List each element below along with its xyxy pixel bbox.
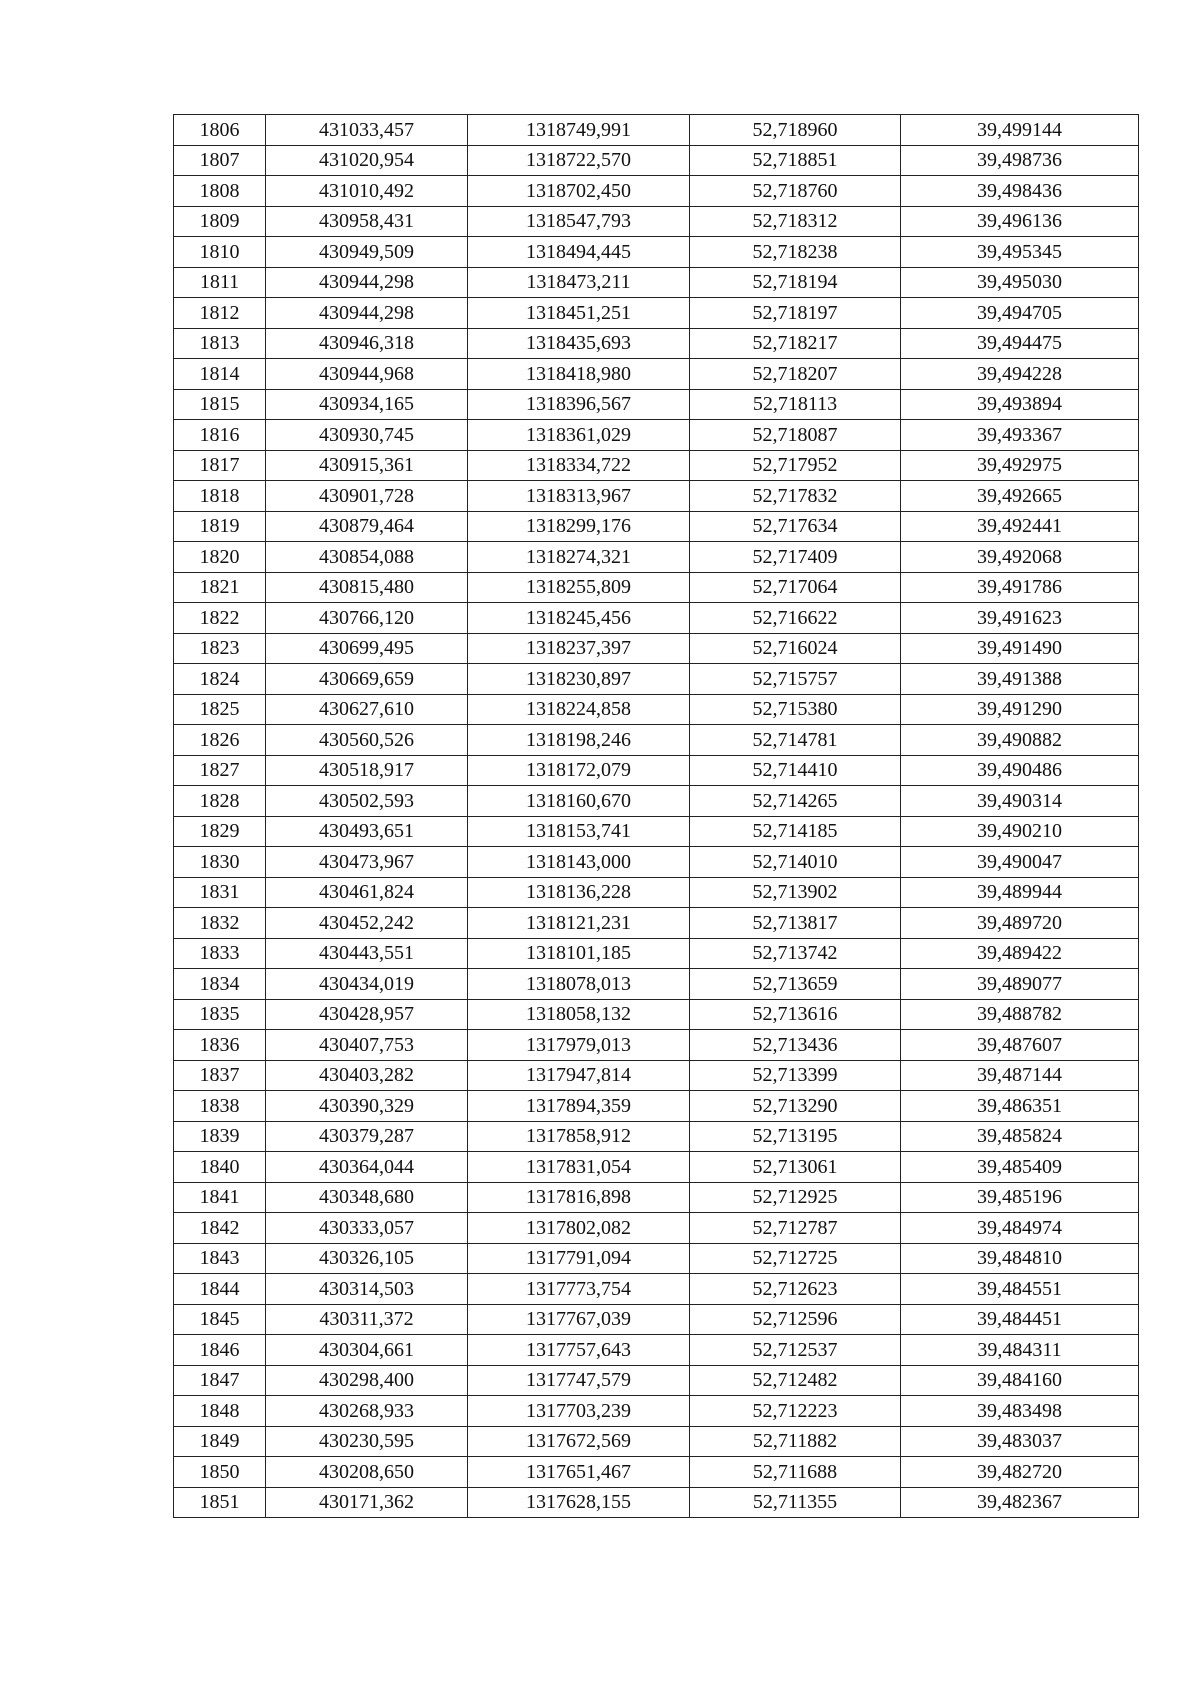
table-row xyxy=(174,664,1139,695)
latitude-cell: 52,718851 xyxy=(690,145,901,176)
x-coordinate-cell: 430348,680 xyxy=(266,1182,468,1213)
latitude-cell: 52,715757 xyxy=(690,664,901,695)
y-coordinate-cell: 1318078,013 xyxy=(468,969,690,1000)
latitude-cell: 52,714265 xyxy=(690,786,901,817)
x-coordinate-cell: 430461,824 xyxy=(266,877,468,908)
x-coordinate-cell: 430364,044 xyxy=(266,1152,468,1183)
longitude-cell: 39,484311 xyxy=(901,1335,1139,1366)
longitude-cell: 39,490314 xyxy=(901,786,1139,817)
y-coordinate-cell: 1318245,456 xyxy=(468,603,690,634)
table-row xyxy=(174,816,1139,847)
latitude-cell: 52,716024 xyxy=(690,633,901,664)
latitude-cell: 52,711882 xyxy=(690,1426,901,1457)
y-coordinate-cell: 1318722,570 xyxy=(468,145,690,176)
table-row xyxy=(174,389,1139,420)
longitude-cell: 39,494475 xyxy=(901,328,1139,359)
latitude-cell: 52,713902 xyxy=(690,877,901,908)
point-number-cell: 1837 xyxy=(174,1060,266,1091)
point-number-cell: 1810 xyxy=(174,237,266,268)
y-coordinate-cell: 1318299,176 xyxy=(468,511,690,542)
longitude-cell: 39,498736 xyxy=(901,145,1139,176)
point-number-cell: 1820 xyxy=(174,542,266,573)
longitude-cell: 39,485409 xyxy=(901,1152,1139,1183)
x-coordinate-cell: 430669,659 xyxy=(266,664,468,695)
x-coordinate-cell: 430944,298 xyxy=(266,298,468,329)
x-coordinate-cell: 430944,968 xyxy=(266,359,468,390)
point-number-cell: 1834 xyxy=(174,969,266,1000)
point-number-cell: 1816 xyxy=(174,420,266,451)
point-number-cell: 1818 xyxy=(174,481,266,512)
longitude-cell: 39,491490 xyxy=(901,633,1139,664)
point-number-cell: 1842 xyxy=(174,1213,266,1244)
x-coordinate-cell: 430314,503 xyxy=(266,1274,468,1305)
x-coordinate-cell: 430379,287 xyxy=(266,1121,468,1152)
table-row xyxy=(174,328,1139,359)
point-number-cell: 1815 xyxy=(174,389,266,420)
table-row xyxy=(174,725,1139,756)
latitude-cell: 52,718087 xyxy=(690,420,901,451)
x-coordinate-cell: 430915,361 xyxy=(266,450,468,481)
point-number-cell: 1840 xyxy=(174,1152,266,1183)
point-number-cell: 1812 xyxy=(174,298,266,329)
table-row xyxy=(174,511,1139,542)
table-row xyxy=(174,115,1139,146)
x-coordinate-cell: 430304,661 xyxy=(266,1335,468,1366)
table-row xyxy=(174,938,1139,969)
longitude-cell: 39,485824 xyxy=(901,1121,1139,1152)
latitude-cell: 52,718760 xyxy=(690,176,901,207)
x-coordinate-cell: 430944,298 xyxy=(266,267,468,298)
x-coordinate-cell: 431020,954 xyxy=(266,145,468,176)
latitude-cell: 52,717832 xyxy=(690,481,901,512)
table-row xyxy=(174,237,1139,268)
x-coordinate-cell: 430298,400 xyxy=(266,1365,468,1396)
y-coordinate-cell: 1317947,814 xyxy=(468,1060,690,1091)
latitude-cell: 52,714185 xyxy=(690,816,901,847)
point-number-cell: 1808 xyxy=(174,176,266,207)
longitude-cell: 39,499144 xyxy=(901,115,1139,146)
coordinates-table xyxy=(173,114,1139,1518)
longitude-cell: 39,494705 xyxy=(901,298,1139,329)
point-number-cell: 1829 xyxy=(174,816,266,847)
longitude-cell: 39,494228 xyxy=(901,359,1139,390)
y-coordinate-cell: 1317672,569 xyxy=(468,1426,690,1457)
y-coordinate-cell: 1317757,643 xyxy=(468,1335,690,1366)
x-coordinate-cell: 431033,457 xyxy=(266,115,468,146)
table-row xyxy=(174,206,1139,237)
x-coordinate-cell: 430901,728 xyxy=(266,481,468,512)
y-coordinate-cell: 1318121,231 xyxy=(468,908,690,939)
x-coordinate-cell: 430949,509 xyxy=(266,237,468,268)
longitude-cell: 39,495345 xyxy=(901,237,1139,268)
longitude-cell: 39,484451 xyxy=(901,1304,1139,1335)
table-row xyxy=(174,1121,1139,1152)
y-coordinate-cell: 1318494,445 xyxy=(468,237,690,268)
longitude-cell: 39,491388 xyxy=(901,664,1139,695)
x-coordinate-cell: 430627,610 xyxy=(266,694,468,725)
y-coordinate-cell: 1318702,450 xyxy=(468,176,690,207)
point-number-cell: 1838 xyxy=(174,1091,266,1122)
latitude-cell: 52,712223 xyxy=(690,1396,901,1427)
table-row xyxy=(174,633,1139,664)
table-row xyxy=(174,1396,1139,1427)
latitude-cell: 52,712725 xyxy=(690,1243,901,1274)
latitude-cell: 52,712537 xyxy=(690,1335,901,1366)
point-number-cell: 1823 xyxy=(174,633,266,664)
point-number-cell: 1847 xyxy=(174,1365,266,1396)
point-number-cell: 1843 xyxy=(174,1243,266,1274)
x-coordinate-cell: 430208,650 xyxy=(266,1457,468,1488)
x-coordinate-cell: 430390,329 xyxy=(266,1091,468,1122)
table-row xyxy=(174,1213,1139,1244)
longitude-cell: 39,492975 xyxy=(901,450,1139,481)
latitude-cell: 52,713742 xyxy=(690,938,901,969)
longitude-cell: 39,487607 xyxy=(901,1030,1139,1061)
longitude-cell: 39,492441 xyxy=(901,511,1139,542)
longitude-cell: 39,490047 xyxy=(901,847,1139,878)
table-row xyxy=(174,145,1139,176)
longitude-cell: 39,491623 xyxy=(901,603,1139,634)
table-row xyxy=(174,1487,1139,1518)
longitude-cell: 39,498436 xyxy=(901,176,1139,207)
y-coordinate-cell: 1318224,858 xyxy=(468,694,690,725)
y-coordinate-cell: 1318237,397 xyxy=(468,633,690,664)
x-coordinate-cell: 430171,362 xyxy=(266,1487,468,1518)
x-coordinate-cell: 430766,120 xyxy=(266,603,468,634)
y-coordinate-cell: 1317894,359 xyxy=(468,1091,690,1122)
latitude-cell: 52,711355 xyxy=(690,1487,901,1518)
table-row xyxy=(174,603,1139,634)
latitude-cell: 52,711688 xyxy=(690,1457,901,1488)
longitude-cell: 39,484551 xyxy=(901,1274,1139,1305)
y-coordinate-cell: 1318274,321 xyxy=(468,542,690,573)
latitude-cell: 52,713616 xyxy=(690,999,901,1030)
x-coordinate-cell: 430407,753 xyxy=(266,1030,468,1061)
table-row xyxy=(174,420,1139,451)
point-number-cell: 1841 xyxy=(174,1182,266,1213)
x-coordinate-cell: 430934,165 xyxy=(266,389,468,420)
latitude-cell: 52,713817 xyxy=(690,908,901,939)
longitude-cell: 39,484810 xyxy=(901,1243,1139,1274)
y-coordinate-cell: 1318334,722 xyxy=(468,450,690,481)
longitude-cell: 39,489422 xyxy=(901,938,1139,969)
y-coordinate-cell: 1318143,000 xyxy=(468,847,690,878)
table-row xyxy=(174,1152,1139,1183)
longitude-cell: 39,492665 xyxy=(901,481,1139,512)
x-coordinate-cell: 430518,917 xyxy=(266,755,468,786)
y-coordinate-cell: 1318172,079 xyxy=(468,755,690,786)
latitude-cell: 52,718207 xyxy=(690,359,901,390)
y-coordinate-cell: 1317831,054 xyxy=(468,1152,690,1183)
table-row xyxy=(174,1182,1139,1213)
point-number-cell: 1828 xyxy=(174,786,266,817)
latitude-cell: 52,718113 xyxy=(690,389,901,420)
y-coordinate-cell: 1318101,185 xyxy=(468,938,690,969)
longitude-cell: 39,484974 xyxy=(901,1213,1139,1244)
x-coordinate-cell: 430502,593 xyxy=(266,786,468,817)
table-row xyxy=(174,481,1139,512)
point-number-cell: 1848 xyxy=(174,1396,266,1427)
y-coordinate-cell: 1318255,809 xyxy=(468,572,690,603)
point-number-cell: 1809 xyxy=(174,206,266,237)
latitude-cell: 52,717952 xyxy=(690,450,901,481)
x-coordinate-cell: 430946,318 xyxy=(266,328,468,359)
x-coordinate-cell: 430452,242 xyxy=(266,908,468,939)
latitude-cell: 52,718312 xyxy=(690,206,901,237)
table-row xyxy=(174,359,1139,390)
point-number-cell: 1822 xyxy=(174,603,266,634)
point-number-cell: 1850 xyxy=(174,1457,266,1488)
point-number-cell: 1819 xyxy=(174,511,266,542)
point-number-cell: 1836 xyxy=(174,1030,266,1061)
x-coordinate-cell: 430230,595 xyxy=(266,1426,468,1457)
longitude-cell: 39,489944 xyxy=(901,877,1139,908)
table-row xyxy=(174,1243,1139,1274)
point-number-cell: 1817 xyxy=(174,450,266,481)
point-number-cell: 1821 xyxy=(174,572,266,603)
longitude-cell: 39,482367 xyxy=(901,1487,1139,1518)
table-row xyxy=(174,999,1139,1030)
x-coordinate-cell: 430930,745 xyxy=(266,420,468,451)
latitude-cell: 52,712596 xyxy=(690,1304,901,1335)
y-coordinate-cell: 1317767,039 xyxy=(468,1304,690,1335)
table-row xyxy=(174,1030,1139,1061)
y-coordinate-cell: 1318058,132 xyxy=(468,999,690,1030)
latitude-cell: 52,718960 xyxy=(690,115,901,146)
longitude-cell: 39,485196 xyxy=(901,1182,1139,1213)
y-coordinate-cell: 1318547,793 xyxy=(468,206,690,237)
point-number-cell: 1824 xyxy=(174,664,266,695)
x-coordinate-cell: 430854,088 xyxy=(266,542,468,573)
y-coordinate-cell: 1317628,155 xyxy=(468,1487,690,1518)
point-number-cell: 1835 xyxy=(174,999,266,1030)
latitude-cell: 52,713659 xyxy=(690,969,901,1000)
table-row xyxy=(174,1335,1139,1366)
longitude-cell: 39,491290 xyxy=(901,694,1139,725)
x-coordinate-cell: 430311,372 xyxy=(266,1304,468,1335)
coordinates-table-body xyxy=(174,115,1139,1518)
point-number-cell: 1814 xyxy=(174,359,266,390)
table-row xyxy=(174,1304,1139,1335)
table-row xyxy=(174,908,1139,939)
table-row xyxy=(174,1426,1139,1457)
table-row xyxy=(174,1060,1139,1091)
x-coordinate-cell: 430428,957 xyxy=(266,999,468,1030)
latitude-cell: 52,718194 xyxy=(690,267,901,298)
x-coordinate-cell: 430560,526 xyxy=(266,725,468,756)
table-row xyxy=(174,786,1139,817)
y-coordinate-cell: 1318153,741 xyxy=(468,816,690,847)
latitude-cell: 52,718217 xyxy=(690,328,901,359)
x-coordinate-cell: 430958,431 xyxy=(266,206,468,237)
longitude-cell: 39,483498 xyxy=(901,1396,1139,1427)
y-coordinate-cell: 1318451,251 xyxy=(468,298,690,329)
point-number-cell: 1845 xyxy=(174,1304,266,1335)
point-number-cell: 1830 xyxy=(174,847,266,878)
y-coordinate-cell: 1317979,013 xyxy=(468,1030,690,1061)
latitude-cell: 52,717409 xyxy=(690,542,901,573)
table-row xyxy=(174,755,1139,786)
y-coordinate-cell: 1317858,912 xyxy=(468,1121,690,1152)
table-row xyxy=(174,542,1139,573)
longitude-cell: 39,493367 xyxy=(901,420,1139,451)
longitude-cell: 39,496136 xyxy=(901,206,1139,237)
longitude-cell: 39,482720 xyxy=(901,1457,1139,1488)
longitude-cell: 39,490210 xyxy=(901,816,1139,847)
point-number-cell: 1849 xyxy=(174,1426,266,1457)
table-row xyxy=(174,267,1139,298)
latitude-cell: 52,713195 xyxy=(690,1121,901,1152)
table-row xyxy=(174,877,1139,908)
table-row xyxy=(174,1365,1139,1396)
table-row xyxy=(174,694,1139,725)
point-number-cell: 1833 xyxy=(174,938,266,969)
latitude-cell: 52,717064 xyxy=(690,572,901,603)
latitude-cell: 52,713290 xyxy=(690,1091,901,1122)
point-number-cell: 1832 xyxy=(174,908,266,939)
latitude-cell: 52,714010 xyxy=(690,847,901,878)
y-coordinate-cell: 1318313,967 xyxy=(468,481,690,512)
point-number-cell: 1806 xyxy=(174,115,266,146)
longitude-cell: 39,495030 xyxy=(901,267,1139,298)
x-coordinate-cell: 430434,019 xyxy=(266,969,468,1000)
y-coordinate-cell: 1318396,567 xyxy=(468,389,690,420)
y-coordinate-cell: 1317816,898 xyxy=(468,1182,690,1213)
latitude-cell: 52,712787 xyxy=(690,1213,901,1244)
y-coordinate-cell: 1318136,228 xyxy=(468,877,690,908)
y-coordinate-cell: 1317773,754 xyxy=(468,1274,690,1305)
longitude-cell: 39,488782 xyxy=(901,999,1139,1030)
latitude-cell: 52,713436 xyxy=(690,1030,901,1061)
y-coordinate-cell: 1318230,897 xyxy=(468,664,690,695)
x-coordinate-cell: 430473,967 xyxy=(266,847,468,878)
longitude-cell: 39,493894 xyxy=(901,389,1139,420)
point-number-cell: 1831 xyxy=(174,877,266,908)
point-number-cell: 1811 xyxy=(174,267,266,298)
x-coordinate-cell: 430699,495 xyxy=(266,633,468,664)
latitude-cell: 52,718197 xyxy=(690,298,901,329)
x-coordinate-cell: 430326,105 xyxy=(266,1243,468,1274)
y-coordinate-cell: 1318435,693 xyxy=(468,328,690,359)
y-coordinate-cell: 1317651,467 xyxy=(468,1457,690,1488)
table-row xyxy=(174,969,1139,1000)
point-number-cell: 1807 xyxy=(174,145,266,176)
longitude-cell: 39,489720 xyxy=(901,908,1139,939)
x-coordinate-cell: 430268,933 xyxy=(266,1396,468,1427)
longitude-cell: 39,490486 xyxy=(901,755,1139,786)
point-number-cell: 1844 xyxy=(174,1274,266,1305)
longitude-cell: 39,484160 xyxy=(901,1365,1139,1396)
latitude-cell: 52,715380 xyxy=(690,694,901,725)
latitude-cell: 52,712925 xyxy=(690,1182,901,1213)
x-coordinate-cell: 430879,464 xyxy=(266,511,468,542)
point-number-cell: 1839 xyxy=(174,1121,266,1152)
y-coordinate-cell: 1317747,579 xyxy=(468,1365,690,1396)
y-coordinate-cell: 1318160,670 xyxy=(468,786,690,817)
y-coordinate-cell: 1318418,980 xyxy=(468,359,690,390)
latitude-cell: 52,718238 xyxy=(690,237,901,268)
longitude-cell: 39,490882 xyxy=(901,725,1139,756)
x-coordinate-cell: 430815,480 xyxy=(266,572,468,603)
y-coordinate-cell: 1318361,029 xyxy=(468,420,690,451)
longitude-cell: 39,492068 xyxy=(901,542,1139,573)
latitude-cell: 52,714781 xyxy=(690,725,901,756)
x-coordinate-cell: 430493,651 xyxy=(266,816,468,847)
point-number-cell: 1826 xyxy=(174,725,266,756)
x-coordinate-cell: 430443,551 xyxy=(266,938,468,969)
longitude-cell: 39,487144 xyxy=(901,1060,1139,1091)
longitude-cell: 39,489077 xyxy=(901,969,1139,1000)
y-coordinate-cell: 1318198,246 xyxy=(468,725,690,756)
table-row xyxy=(174,1091,1139,1122)
table-row xyxy=(174,450,1139,481)
table-row xyxy=(174,176,1139,207)
longitude-cell: 39,491786 xyxy=(901,572,1139,603)
latitude-cell: 52,714410 xyxy=(690,755,901,786)
y-coordinate-cell: 1317802,082 xyxy=(468,1213,690,1244)
point-number-cell: 1846 xyxy=(174,1335,266,1366)
latitude-cell: 52,713061 xyxy=(690,1152,901,1183)
longitude-cell: 39,486351 xyxy=(901,1091,1139,1122)
latitude-cell: 52,717634 xyxy=(690,511,901,542)
table-row xyxy=(174,1457,1139,1488)
y-coordinate-cell: 1317791,094 xyxy=(468,1243,690,1274)
y-coordinate-cell: 1318473,211 xyxy=(468,267,690,298)
point-number-cell: 1825 xyxy=(174,694,266,725)
latitude-cell: 52,716622 xyxy=(690,603,901,634)
x-coordinate-cell: 430403,282 xyxy=(266,1060,468,1091)
longitude-cell: 39,483037 xyxy=(901,1426,1139,1457)
point-number-cell: 1827 xyxy=(174,755,266,786)
y-coordinate-cell: 1318749,991 xyxy=(468,115,690,146)
x-coordinate-cell: 431010,492 xyxy=(266,176,468,207)
table-row xyxy=(174,298,1139,329)
table-row xyxy=(174,572,1139,603)
latitude-cell: 52,713399 xyxy=(690,1060,901,1091)
table-row xyxy=(174,1274,1139,1305)
y-coordinate-cell: 1317703,239 xyxy=(468,1396,690,1427)
table-row xyxy=(174,847,1139,878)
x-coordinate-cell: 430333,057 xyxy=(266,1213,468,1244)
latitude-cell: 52,712482 xyxy=(690,1365,901,1396)
latitude-cell: 52,712623 xyxy=(690,1274,901,1305)
point-number-cell: 1813 xyxy=(174,328,266,359)
point-number-cell: 1851 xyxy=(174,1487,266,1518)
